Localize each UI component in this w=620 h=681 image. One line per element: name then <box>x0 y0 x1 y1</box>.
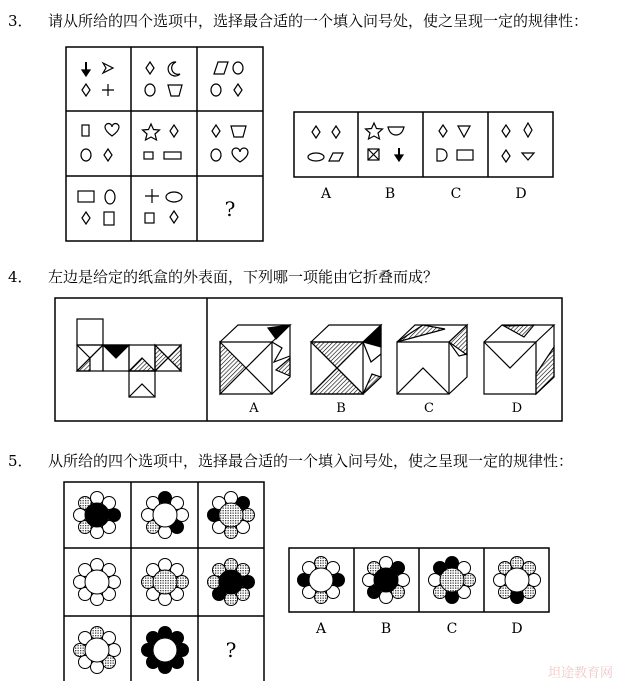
q3-text: 请从所给的四个选项中，选择最合适的一个填入问号处，使之呈现一定的规律性： <box>48 12 589 30</box>
q4-option-label-a: A <box>249 401 259 416</box>
q5-number: 5． <box>8 452 33 470</box>
q5-flower-r2c1 <box>74 559 121 606</box>
q5-option-label-a: A <box>315 621 327 637</box>
q3-option-shapes <box>308 123 534 162</box>
q4-net <box>77 319 181 397</box>
q5-text: 从所给的四个选项中，选择最合适的一个填入问号处，使之呈现一定的规律性： <box>48 452 574 470</box>
q5-option-flower-c <box>429 557 476 604</box>
q3-number: 3． <box>8 12 33 30</box>
q5-flower-r2c3 <box>208 559 255 606</box>
watermark: 坦途教育网 <box>548 666 614 681</box>
q4-cube-d <box>484 325 554 394</box>
q4-frame <box>55 298 562 421</box>
q4-cube-a <box>220 325 290 394</box>
q4-number: 4． <box>8 268 33 286</box>
q3-option-label-c: C <box>450 186 462 202</box>
q5-flower-r3c2 <box>142 627 189 674</box>
q4-cube-c <box>397 325 467 394</box>
q3-question-mark: ? <box>224 197 236 221</box>
q5-option-label-c: C <box>446 621 458 637</box>
q4-cube-b <box>311 325 381 394</box>
q5-option-flower-a <box>298 557 345 604</box>
q5-flower-r1c1 <box>74 492 121 539</box>
q4-option-label-c: C <box>424 401 434 416</box>
q3-option-label-a: A <box>320 186 332 202</box>
q4-option-label-b: B <box>336 401 346 416</box>
q5-flower-r2c2 <box>142 559 189 606</box>
q5-flower-r3c1 <box>74 627 121 674</box>
q4-option-label-d: D <box>511 401 523 416</box>
q5-option-label-b: B <box>380 621 392 637</box>
q5-flower-r1c2 <box>142 492 189 539</box>
q3-options-box <box>294 112 553 177</box>
q5-option-flower-d <box>494 557 541 604</box>
q5-question-mark: ? <box>225 638 237 662</box>
q4-text: 左边是给定的纸盒的外表面，下列哪一项能由它折叠而成？ <box>48 268 439 286</box>
q5-flower-r1c3 <box>208 492 255 539</box>
q5-option-label-d: D <box>511 621 523 637</box>
q3-option-label-d: D <box>515 186 527 202</box>
q5-option-flower-b <box>363 557 410 604</box>
q5-flowers <box>74 492 541 674</box>
q3-grid-shapes <box>78 62 248 225</box>
q3-option-label-b: B <box>384 186 396 202</box>
